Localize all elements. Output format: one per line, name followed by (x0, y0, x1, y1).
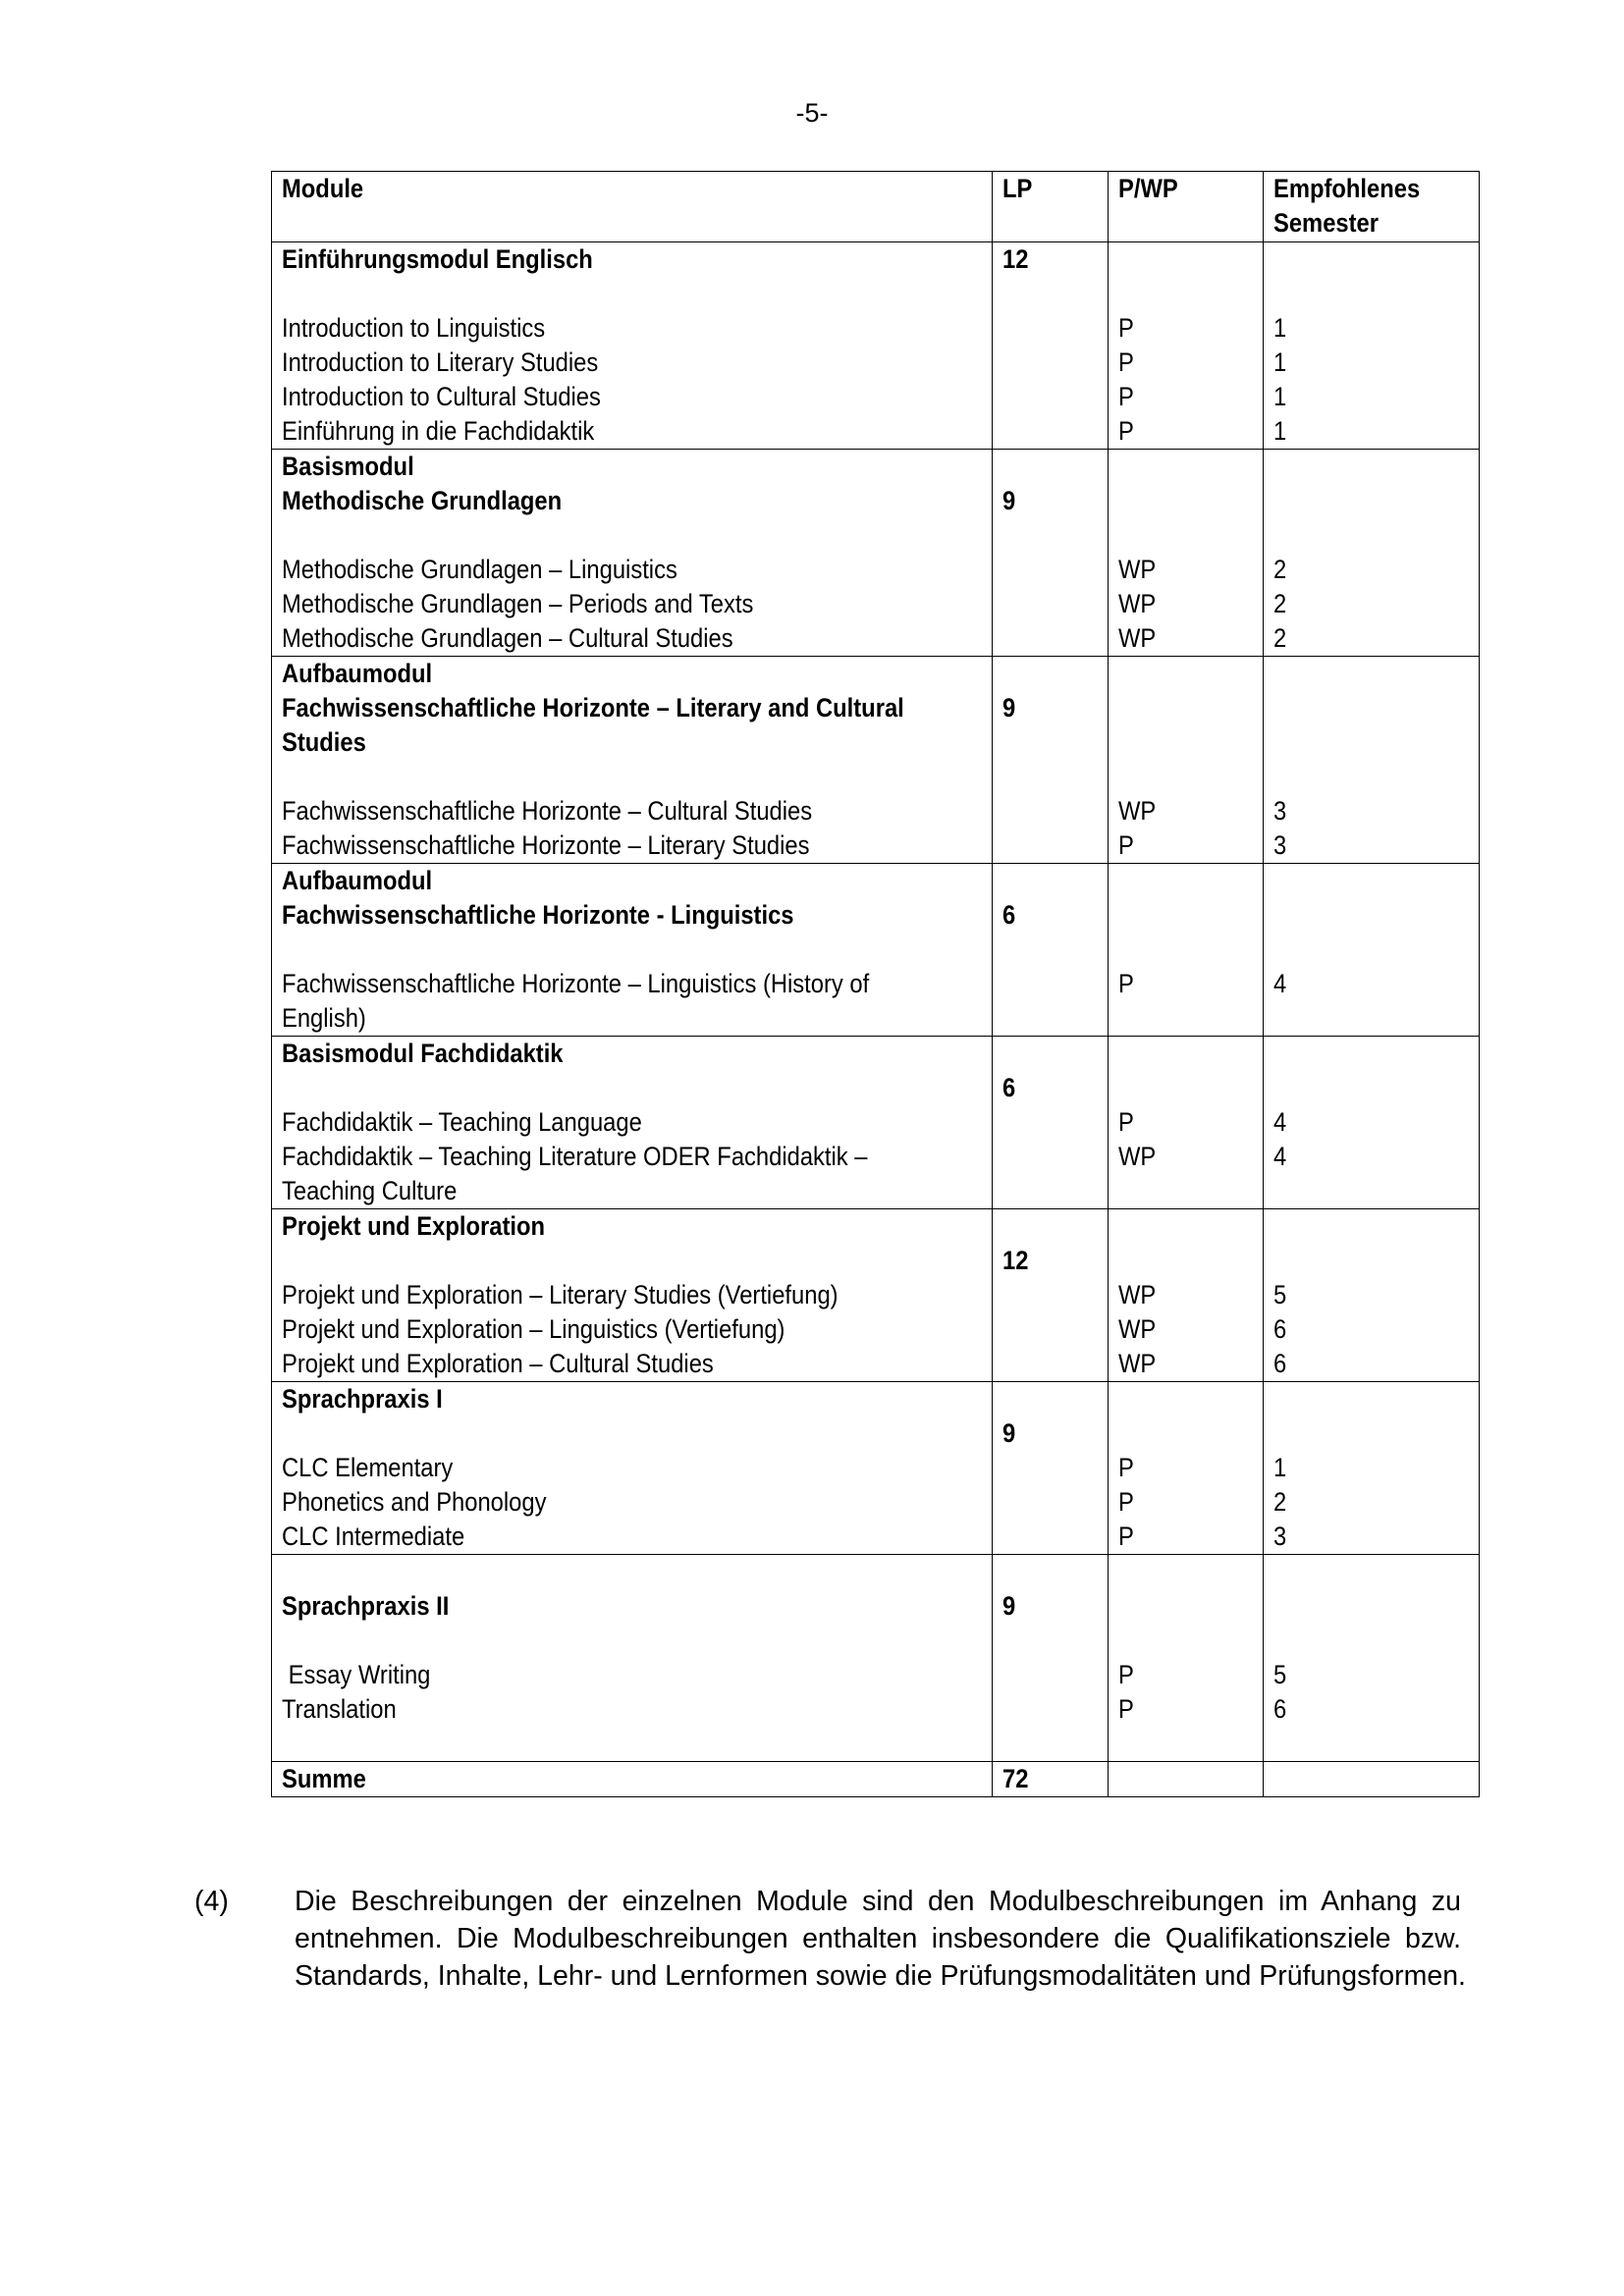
table-row (272, 1382, 1480, 1555)
page-number: -5- (795, 98, 829, 128)
lp-cell: 9 (993, 657, 1109, 864)
pwp-cell: WP WP WP (1109, 450, 1264, 657)
lp-cell: 6 (993, 1037, 1109, 1209)
lp-cell: 6 (993, 864, 1109, 1037)
lp-cell: 12 (993, 242, 1109, 450)
pwp-cell: P WP (1109, 1037, 1264, 1209)
table-row (272, 1037, 1480, 1209)
header-lp: LP (993, 172, 1109, 242)
paragraph-text (295, 1883, 1466, 1995)
module-table (271, 171, 1480, 1797)
table-row (272, 1209, 1480, 1382)
sum-label: Summe (272, 1762, 993, 1797)
sum-semester-empty (1264, 1762, 1480, 1797)
semester-cell: 4 (1264, 864, 1480, 1037)
pwp-cell: WP P (1109, 657, 1264, 864)
table-row (272, 657, 1480, 864)
paragraph-number: (4) (194, 1886, 229, 1917)
lp-cell: 9 (993, 1555, 1109, 1762)
header-semester: Empfohlenes Semester (1264, 172, 1480, 242)
table-row (272, 242, 1480, 450)
table-row (272, 450, 1480, 657)
module-cell: Basismodul Methodische Grundlagen Methodische Grundlagen – Linguistics Methodische Grundlagen – Periods and Texts Methodische Grundlagen – Cultural Studies (272, 450, 993, 657)
paragraph-line: Standards, Inhalte, Lehr- und Lernformen sowie die Prüfungsmodalitäten und Prüfungsformen. (295, 1960, 1466, 1992)
semester-cell: 5 6 (1264, 1555, 1480, 1762)
header-pwp: P/WP (1109, 172, 1264, 242)
sum-pwp-empty (1109, 1762, 1264, 1797)
module-cell: Sprachpraxis I CLC Elementary Phonetics and Phonology CLC Intermediate (272, 1382, 993, 1555)
table-row (272, 1555, 1480, 1762)
table-row (272, 864, 1480, 1037)
module-cell: Sprachpraxis II Essay Writing Translation (272, 1555, 993, 1762)
paragraph-line: Die Beschreibungen der einzelnen Module sind den Modulbeschreibungen im Anhang zu (295, 1886, 1461, 1917)
semester-cell: 1 2 3 (1264, 1382, 1480, 1555)
pwp-cell: P P P (1109, 1382, 1264, 1555)
sum-lp: 72 (993, 1762, 1109, 1797)
semester-cell: 1 1 1 1 (1264, 242, 1480, 450)
paragraph-line: entnehmen. Die Modulbeschreibungen enthalten insbesondere die Qualifikationsziele bzw. (295, 1923, 1461, 1954)
module-cell: Aufbaumodul Fachwissenschaftliche Horizonte - Linguistics Fachwissenschaftliche Horizonte – Linguistics (History of English) (272, 864, 993, 1037)
lp-cell: 9 (993, 1382, 1109, 1555)
semester-cell: 4 4 (1264, 1037, 1480, 1209)
pwp-cell: WP WP WP (1109, 1209, 1264, 1382)
lp-cell: 9 (993, 450, 1109, 657)
semester-cell: 3 3 (1264, 657, 1480, 864)
pwp-cell: P (1109, 864, 1264, 1037)
semester-cell: 5 6 6 (1264, 1209, 1480, 1382)
module-cell: Projekt und Exploration Projekt und Exploration – Literary Studies (Vertiefung) Projekt und Exploration – Linguistics (Vertiefung) Projekt und Exploration – Cultural Studies (272, 1209, 993, 1382)
lp-cell: 12 (993, 1209, 1109, 1382)
sum-row (272, 1762, 1480, 1797)
pwp-cell: P P (1109, 1555, 1264, 1762)
module-cell: Einführungsmodul Englisch Introduction to Linguistics Introduction to Literary Studies Introduction to Cultural Studies Einführung in die Fachdidaktik (272, 242, 993, 450)
semester-cell: 2 2 2 (1264, 450, 1480, 657)
header-module: Module (272, 172, 993, 242)
module-cell: Aufbaumodul Fachwissenschaftliche Horizonte – Literary and Cultural Studies Fachwissenschaftliche Horizonte – Cultural Studies Fachwissenschaftliche Horizonte – Literary Studies (272, 657, 993, 864)
table-header-row (272, 172, 1480, 242)
pwp-cell: P P P P (1109, 242, 1264, 450)
module-cell: Basismodul Fachdidaktik Fachdidaktik – Teaching Language Fachdidaktik – Teaching Literature ODER Fachdidaktik – Teaching Culture (272, 1037, 993, 1209)
